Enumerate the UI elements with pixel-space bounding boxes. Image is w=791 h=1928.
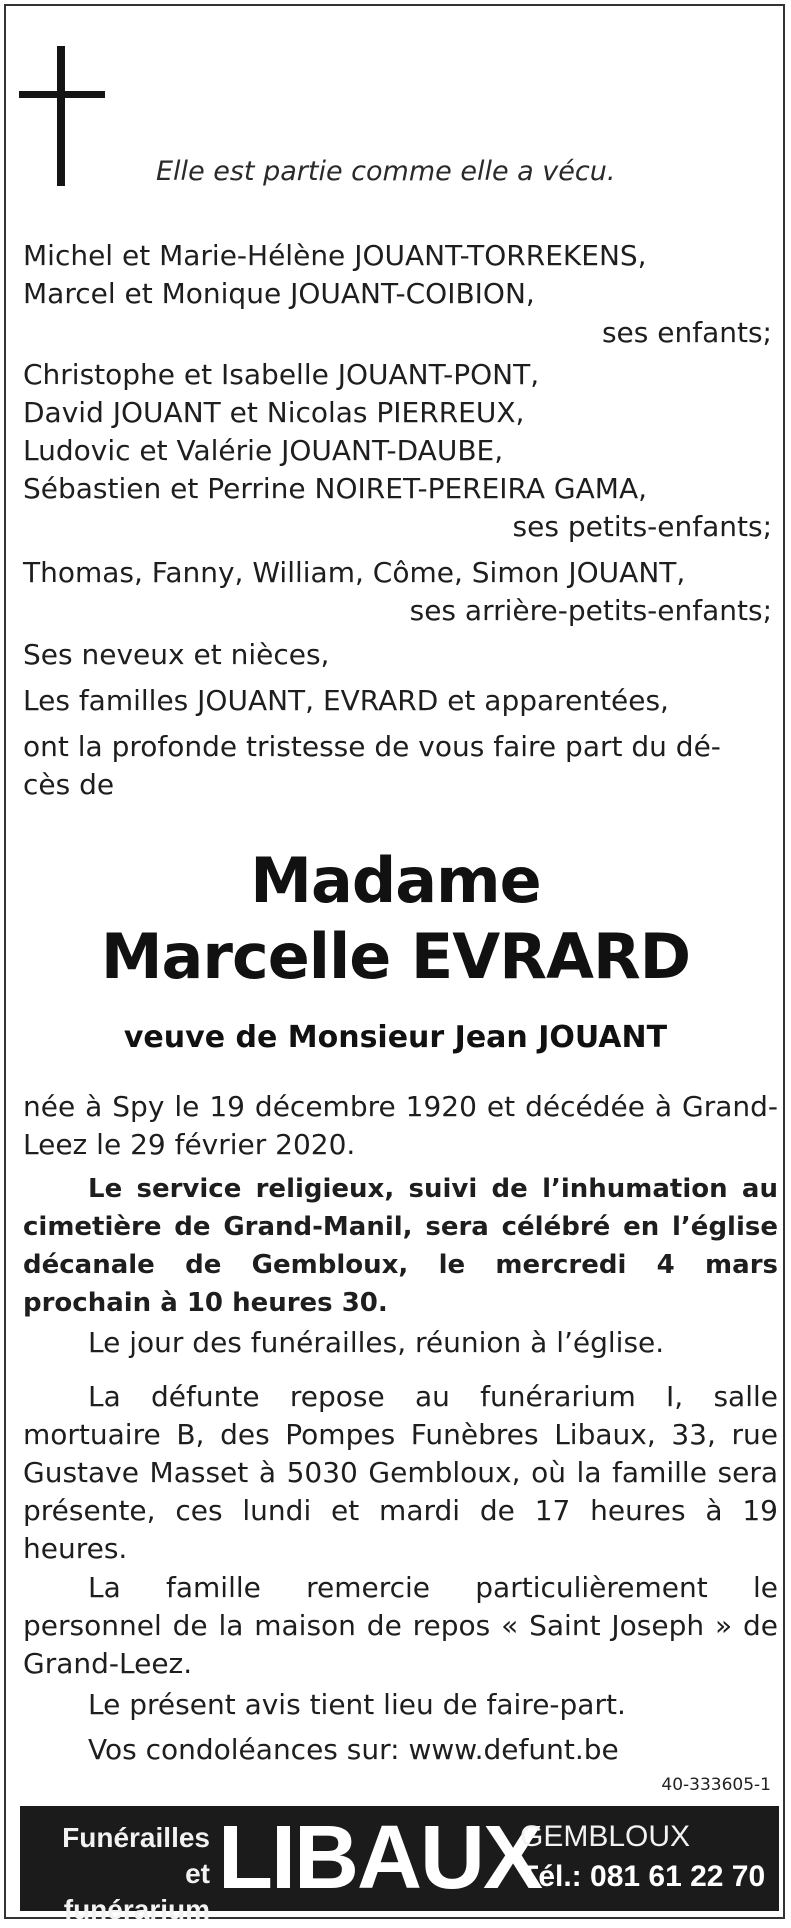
- banner-services-line: et funérarium: [63, 1858, 210, 1925]
- rest-paragraph: La défunte repose au funérarium I, salle mortuaire B, des Pompes Funèbres Libaux, 33, rue Gustave Masset à 5030 Gembloux, où la famille sera présente, ces lundi et mardi de 17 heures à 19 heures.: [23, 1380, 778, 1565]
- families-line: Les familles JOUANT, EVRARD et apparentées,: [23, 684, 669, 717]
- service-paragraph: Le service religieux, suivi de l’inhumation au cimetière de Grand-Manil, sera célébré en l’église décanale de Gembloux, le mercredi 4 mars prochain à 10 heures 30.: [23, 1174, 778, 1318]
- notice-paragraph: Le présent avis tient lieu de faire-part.: [88, 1688, 626, 1721]
- reference-number: 40-333605-1: [661, 1775, 771, 1795]
- children-label: ses enfants;: [601, 316, 772, 349]
- thanks-paragraph: La famille remercie particulièrement le personnel de la maison de repos « Saint Joseph » de Grand-Leez.: [23, 1571, 778, 1680]
- deceased-name: Marcelle EVRARD: [100, 920, 691, 993]
- funeral-home-banner: [20, 1806, 779, 1925]
- banner-services-line: Funérailles: [62, 1822, 210, 1853]
- grandchild-line: Ludovic et Valérie JOUANT-DAUBE,: [23, 434, 504, 467]
- nephews-line: Ses neveux et nièces,: [23, 638, 330, 671]
- child-line: Michel et Marie-Hélène JOUANT-TORREKENS,: [23, 239, 647, 272]
- meeting-paragraph: Le jour des funérailles, réunion à l’église.: [88, 1326, 665, 1359]
- banner-city: GEMBLOUX: [520, 1820, 691, 1853]
- grandchild-line: Sébastien et Perrine NOIRET-PEREIRA GAMA,: [23, 472, 647, 505]
- announcement-line: cès de: [23, 768, 115, 801]
- child-line: Marcel et Monique JOUANT-COIBION,: [23, 277, 535, 310]
- obituary-notice: [4, 4, 785, 1925]
- condolences-paragraph: Vos condoléances sur: www.defunt.be: [88, 1733, 619, 1766]
- grandchild-line: David JOUANT et Nicolas PIERREUX,: [23, 396, 525, 429]
- banner-services: [32, 1820, 210, 1928]
- widow-of: veuve de Monsieur Jean JOUANT: [123, 1020, 668, 1055]
- birth-death-paragraph: née à Spy le 19 décembre 1920 et décédée à Grand-Leez le 29 février 2020.: [23, 1090, 778, 1161]
- great-grandchildren-label: ses arrière-petits-enfants;: [409, 594, 772, 627]
- brand-logo: LIBAUX: [218, 1808, 541, 1908]
- cross-icon: [57, 46, 65, 186]
- grandchildren-label: ses petits-enfants;: [512, 510, 772, 543]
- motto: Elle est partie comme elle a vécu.: [156, 156, 616, 187]
- great-grandchildren-line: Thomas, Fanny, William, Côme, Simon JOUANT,: [23, 556, 686, 589]
- deceased-title: Madame: [250, 844, 541, 917]
- grandchild-line: Christophe et Isabelle JOUANT-PONT,: [23, 358, 540, 391]
- banner-phone: Tél.: 081 61 22 70: [520, 1860, 766, 1893]
- cross-icon-bar: [19, 91, 105, 98]
- announcement-line: ont la profonde tristesse de vous faire part du dé-: [23, 730, 721, 763]
